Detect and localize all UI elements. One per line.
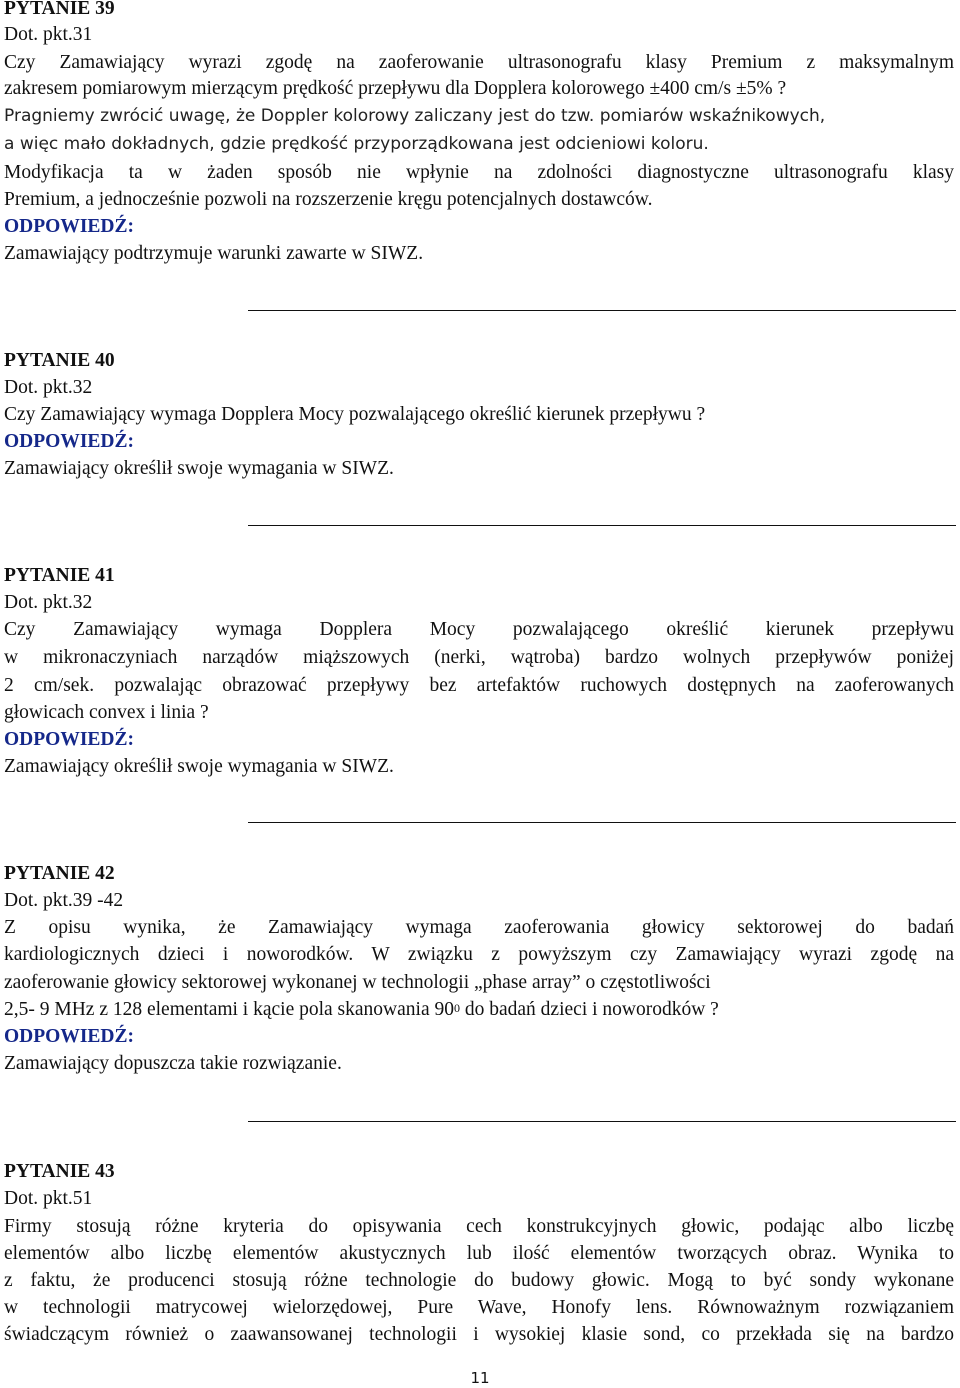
question-43-text-line: elementów albo liczbę elementów akustycznych lub ilość elementów tworzących obraz. Wynika to [4, 1243, 954, 1264]
question-39-text-line: Premium, a jednocześnie pozwoli na rozszerzenie kręgu potencjalnych dostawców. [4, 189, 653, 210]
question-42-line4-start: 2,5- 9 MHz z 128 elementami i kącie pola skanowania 90 [4, 999, 454, 1020]
question-40-answer: Zamawiający określił swoje wymagania w SIWZ. [4, 458, 394, 479]
question-41-text-line: w mikronaczyniach narządów miąższowych (nerki, wątroba) bardzo wolnych przepływów poniżej [4, 647, 954, 668]
question-43-text-line: Firmy stosują różne kryteria do opisywania cech konstrukcyjnych głowic, podając albo liczbę [4, 1216, 954, 1237]
question-39-text-line: Czy Zamawiający wyrazi zgodę na zaoferowanie ultrasonografu klasy Premium z maksymalnym [4, 52, 954, 73]
question-39-title: PYTANIE 39 [4, 0, 115, 19]
question-39-text-line: Modyfikacja ta w żaden sposób nie wpłynie na zdolności diagnostyczne ultrasonografu klasy [4, 162, 954, 183]
question-43-title: PYTANIE 43 [4, 1161, 115, 1182]
question-41-text-line: 2 cm/sek. pozwalając obrazować przepływy bez artefaktów ruchowych dostępnych na zaoferowanych [4, 675, 954, 696]
question-42-text-line [4, 997, 954, 1023]
question-40-title: PYTANIE 40 [4, 350, 115, 371]
page-number: 11 [470, 1369, 490, 1387]
section-divider [248, 822, 956, 823]
question-42-ref: Dot. pkt.39 -42 [4, 890, 124, 911]
question-43-ref: Dot. pkt.51 [4, 1188, 93, 1209]
question-39-text-line: a więc mało dokładnych, gdzie prędkość przyporządkowana jest odcieniowi koloru. [4, 134, 709, 154]
section-divider [248, 310, 956, 311]
question-40-text-line: Czy Zamawiający wymaga Dopplera Mocy pozwalającego określić kierunek przepływu ? [4, 404, 706, 425]
question-39-answer: Zamawiający podtrzymuje warunki zawarte w SIWZ. [4, 243, 424, 264]
degree-superscript: 0 [454, 1001, 460, 1015]
question-41-text-line: głowicach convex i linia ? [4, 702, 209, 723]
question-42-line4-end: do badań dzieci i noworodków ? [460, 999, 719, 1020]
question-39-text-line: Pragniemy zwrócić uwagę, że Doppler kolorowy zaliczany jest do tzw. pomiarów wskaźnikowych, [4, 106, 826, 126]
question-41-text-line: Czy Zamawiający wymaga Dopplera Mocy pozwalającego określić kierunek przepływu [4, 619, 954, 640]
question-41-answer-label: ODPOWIEDŹ: [4, 729, 135, 750]
question-41-ref: Dot. pkt.32 [4, 592, 93, 613]
question-42-answer-label: ODPOWIEDŹ: [4, 1026, 135, 1047]
question-40-answer-label: ODPOWIEDŹ: [4, 431, 135, 452]
question-43-text-line: z faktu, że producenci stosują różne technologie do budowy głowic. Mogą to być sondy wykonane [4, 1270, 954, 1291]
question-42-title: PYTANIE 42 [4, 863, 115, 884]
question-43-text-line: świadczącym również o zaawansowanej technologii i wysokiej klasie sond, co przekłada się na bardzo [4, 1324, 954, 1345]
question-41-answer: Zamawiający określił swoje wymagania w SIWZ. [4, 756, 394, 777]
question-42-text-line: zaoferowanie głowicy sektorowej wykonanej w technologii „phase array” o częstotliwości [4, 972, 711, 993]
question-41-title: PYTANIE 41 [4, 565, 115, 586]
question-39-ref: Dot. pkt.31 [4, 24, 93, 45]
question-42-text-line: Z opisu wynika, że Zamawiający wymaga zaoferowania głowicy sektorowej do badań [4, 917, 954, 938]
question-39-answer-label: ODPOWIEDŹ: [4, 216, 135, 237]
question-39-text-line: zakresem pomiarowym mierzącym prędkość przepływu dla Dopplera kolorowego ±400 cm/s ±5% ? [4, 78, 787, 99]
question-43-text-line: w technologii matrycowej wielorzędowej, Pure Wave, Honofy lens. Równoważnym rozwiązaniem [4, 1297, 954, 1318]
question-42-text-line: kardiologicznych dzieci i noworodków. W związku z powyższym czy Zamawiający wyrazi zgodę na [4, 944, 954, 965]
section-divider [248, 525, 956, 526]
question-42-answer: Zamawiający dopuszcza takie rozwiązanie. [4, 1053, 342, 1074]
question-40-ref: Dot. pkt.32 [4, 377, 93, 398]
section-divider [248, 1121, 956, 1122]
